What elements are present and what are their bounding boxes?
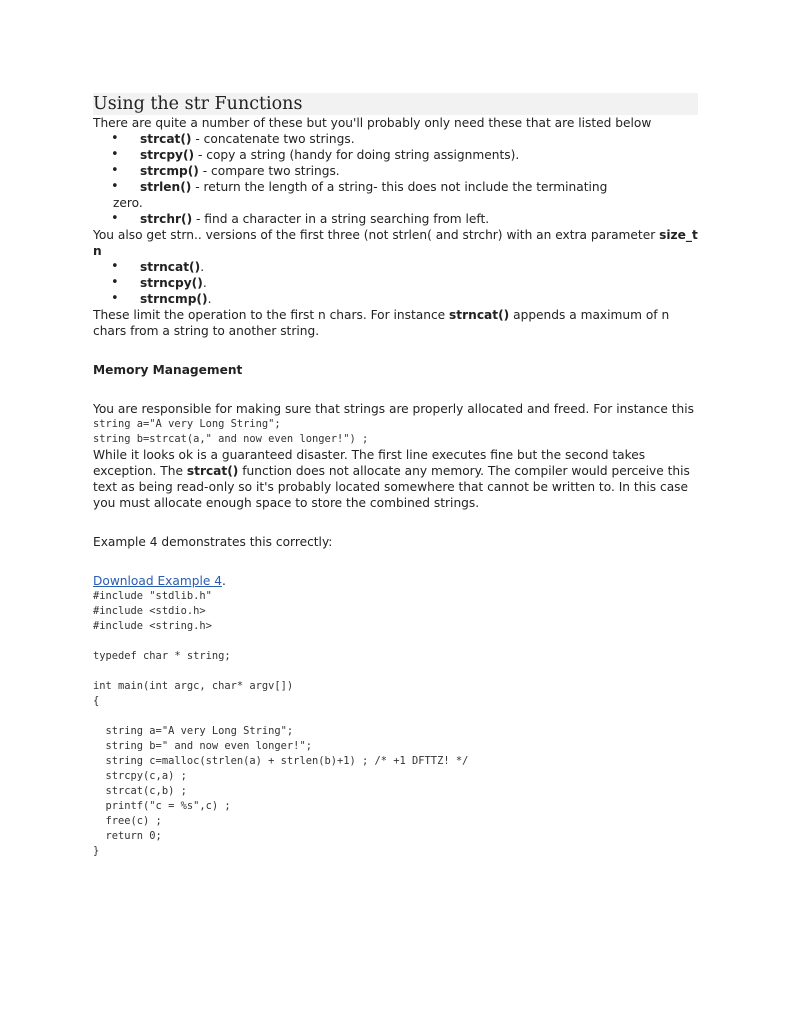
function-name: strchr() [140, 212, 193, 226]
example-paragraph: Example 4 demonstrates this correctly: [93, 535, 333, 549]
function-name: strcat() [140, 132, 192, 146]
disaster-paragraph [93, 447, 698, 511]
page-title: Using the str Functions [93, 93, 698, 115]
list-item [93, 131, 698, 147]
function-desc: - copy a string (handy for doing string assignments). [194, 148, 520, 162]
function-name: strcpy() [140, 148, 195, 162]
function-desc: - concatenate two strings. [191, 132, 355, 146]
function-desc: - find a character in a string searching from left. [192, 212, 490, 226]
strn-intro-text: You also get strn.. versions of the first three (not strlen( and strchr) with an extra parameter [93, 228, 660, 242]
spacer [93, 511, 698, 534]
download-suffix: . [221, 574, 226, 588]
limit-text: These limit the operation to the first n chars. For instance [93, 308, 450, 322]
disaster-text-end: function does not allocate any memory. The compiler would perceive this text as being read-only so it's probably located somewhere that cannot be written to. In this case you must allocate enough space to store the combined strings. [93, 464, 690, 510]
list-item [93, 211, 698, 227]
function-name: strcmp() [140, 164, 199, 178]
memory-heading: Memory Management [93, 363, 243, 377]
list-item: • strncat(). [93, 259, 698, 275]
function-desc: - return the length of a string- this does not include the terminating [191, 180, 608, 194]
list-item [93, 179, 698, 211]
example-code: #include "stdlib.h" #include <stdio.h> #include <string.h> typedef char * string; int main(int argc, char* argv[]) { string a="A very Long String"; string b=" and now even longer!"; string c=malloc(strlen(a) + strlen(b)+1) ; /* +1 DFTTZ! */ strcpy(c,a) ; strcat(c,b) ; printf("c = %s",c) ; free(c) ; return 0; } [93, 590, 469, 857]
function-name: strncmp() [140, 292, 208, 306]
intro-paragraph: There are quite a number of these but you'll probably only need these that are listed below [93, 116, 652, 130]
limit-paragraph [93, 307, 698, 339]
strn-function-list [93, 259, 698, 307]
document-page [93, 93, 698, 859]
list-item: • strncpy(). [93, 275, 698, 291]
limit-bold: strncat() [449, 308, 510, 322]
download-example-link[interactable]: Download Example 4 [93, 574, 222, 588]
function-name: strlen() [140, 180, 192, 194]
download-paragraph [93, 573, 698, 589]
strn-param: size_t n [93, 228, 698, 258]
spacer [93, 378, 698, 401]
strn-paragraph [93, 227, 698, 259]
code-snippet: string a="A very Long String"; string b=strcat(a," and now even longer!") ; [93, 418, 369, 445]
function-desc-continued: zero. [113, 196, 143, 210]
list-item [93, 163, 698, 179]
limit-text-end: appends a maximum of n chars from a string to another string. [93, 308, 670, 338]
spacer [93, 550, 698, 573]
disaster-text: While it looks ok is a guaranteed disaster. The first line executes fine but the second takes exception. The [93, 448, 646, 478]
memory-intro-paragraph: You are responsible for making sure that strings are properly allocated and freed. For instance this [93, 402, 694, 416]
list-item: • strncmp(). [93, 291, 698, 307]
function-name: strncpy() [140, 276, 203, 290]
list-item [93, 147, 698, 163]
disaster-bold: strcat() [186, 464, 239, 478]
function-list [93, 131, 698, 227]
function-desc: - compare two strings. [198, 164, 340, 178]
function-name: strncat() [140, 260, 201, 274]
